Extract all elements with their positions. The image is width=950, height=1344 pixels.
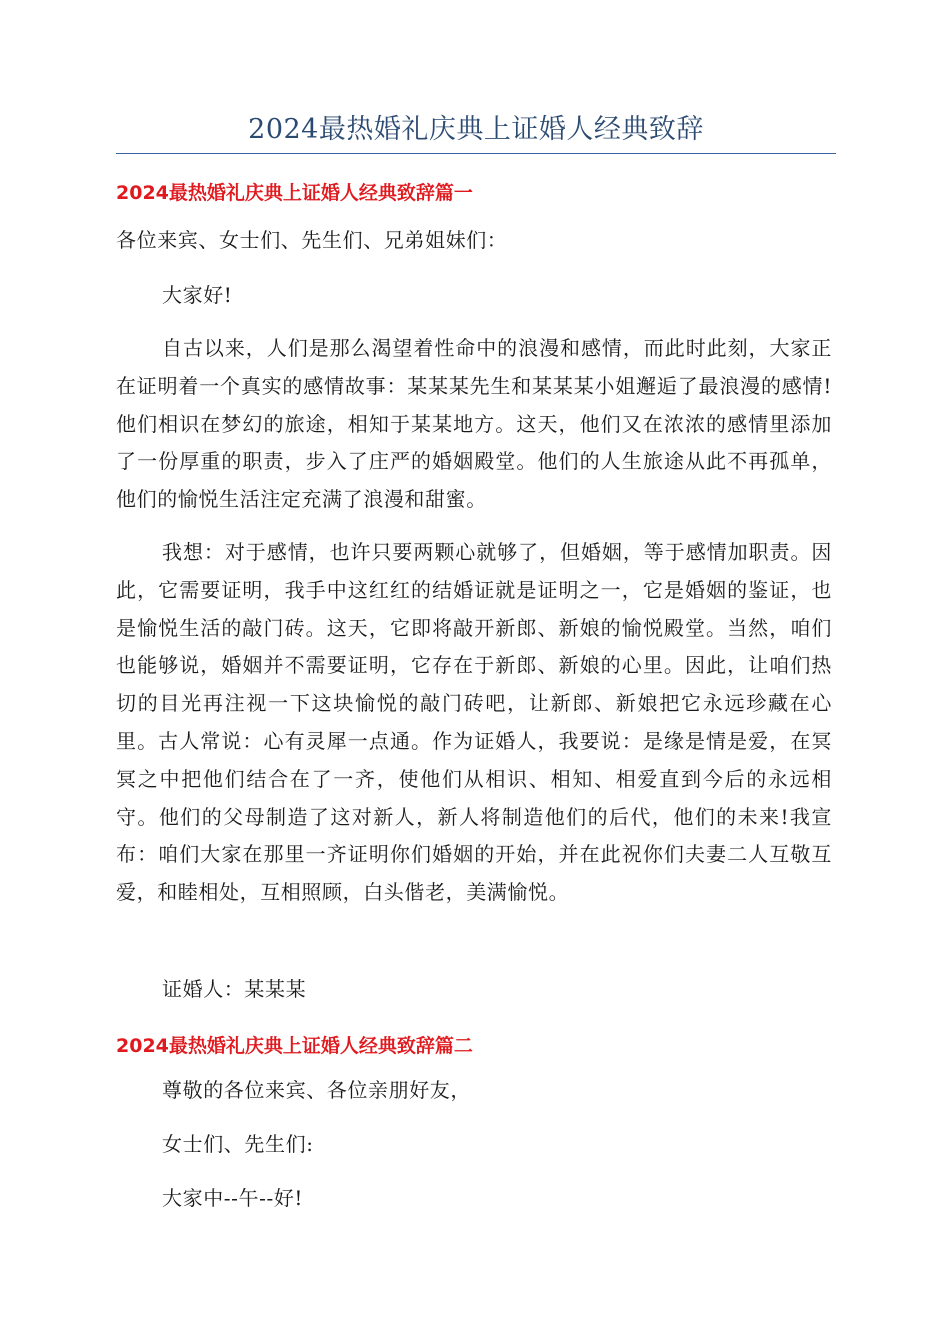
section-heading-2: 2024最热婚礼庆典上证婚人经典致辞篇二 [116, 1035, 473, 1057]
title-underline [116, 153, 836, 154]
address-paragraph: 尊敬的各位来宾、各位亲朋好友， [162, 1078, 471, 1102]
signature-paragraph: 证婚人：某某某 [162, 977, 307, 1001]
noon-greeting-paragraph: 大家中--午--好! [162, 1186, 304, 1210]
body-paragraph-2: 我想：对于感情，也许只要两颗心就够了，但婚姻，等于感情加职责。因此，它需要证明，我手中这红红的结婚证就是证明之一，它是婚姻的鉴证，也是愉悦生活的敲门砖。这天，它即将敲开新郎、新娘的愉悦殿堂。当然，咱们也能够说，婚姻并不需要证明，它存在于新郎、新娘的心里。因此，让咱们热切的目光再注视一下这块愉悦的敲门砖吧，让新郎、新娘把它永远珍藏在心里。古人常说：心有灵犀一点通。作为证婚人，我要说：是缘是情是爱，在冥冥之中把他们结合在了一齐，使他们从相识、相知、相爱直到今后的永远相守。他们的父母制造了这对新人，新人将制造他们的后代，他们的未来!我宣布：咱们大家在那里一齐证明你们婚姻的开始，并在此祝你们夫妻二人互敬互爱，和睦相处，互相照顾，白头偕老，美满愉悦。 [116, 540, 832, 905]
greeting-paragraph: 大家好! [162, 283, 233, 307]
body-paragraph-1: 自古以来，人们是那么渴望着性命中的浪漫和感情，而此时此刻，大家正在证明着一个真实的感情故事：某某某先生和某某某小姐邂逅了最浪漫的感情!他们相识在梦幻的旅途，相知于某某地方。这天，他们又在浓浓的感情里添加了一份厚重的职责，步入了庄严的婚姻殿堂。他们的人生旅途从此不再孤单，他们的愉悦生活注定充满了浪漫和甜蜜。 [116, 336, 832, 512]
ladies-gentlemen-paragraph: 女士们、先生们: [162, 1132, 314, 1156]
salutation-paragraph: 各位来宾、女士们、先生们、兄弟姐妹们： [116, 228, 508, 252]
section-heading-1: 2024最热婚礼庆典上证婚人经典致辞篇一 [116, 182, 473, 204]
document-title: 2024最热婚礼庆典上证婚人经典致辞 [248, 114, 704, 145]
